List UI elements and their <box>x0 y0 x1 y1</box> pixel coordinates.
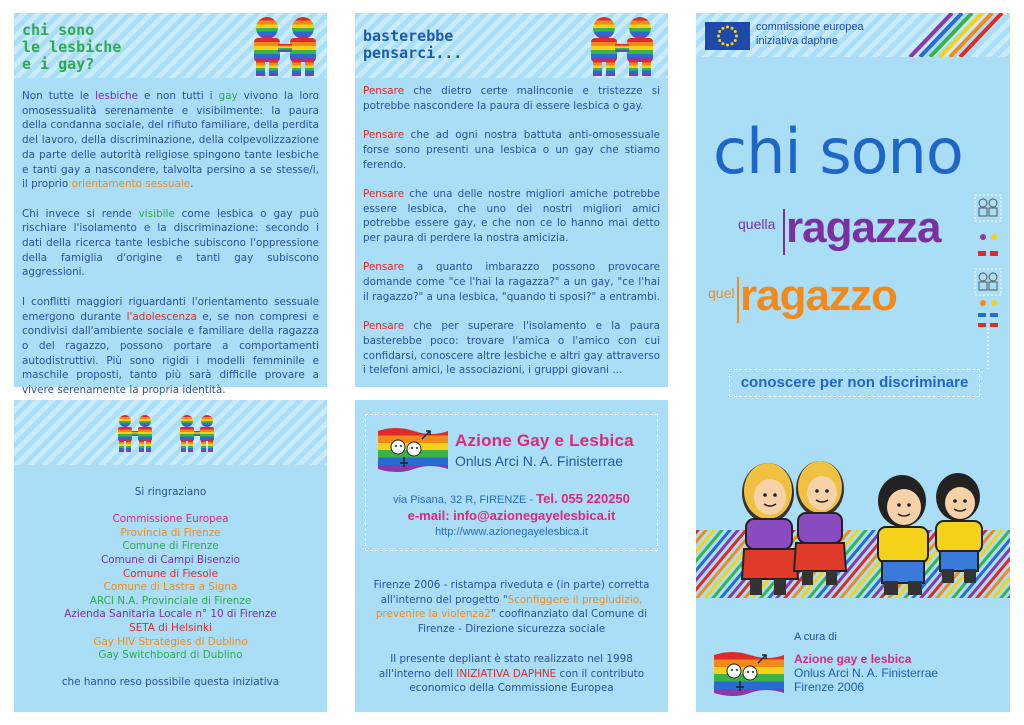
pensare-word: Pensare <box>363 187 405 200</box>
curated-by-org <box>794 652 938 694</box>
thanks-item: Comune di Campi Bisenzio <box>100 553 241 566</box>
eu-initiative-label <box>756 20 864 48</box>
keyword-orientamento: orientamento sessuale <box>71 178 191 191</box>
thanks-item: Comune di Lastra a Signa <box>103 581 238 594</box>
thanks-item: Gay HIV Strategies di Dublino <box>93 635 248 648</box>
panel2-heading: basterebbe pensarci... <box>363 27 463 62</box>
thanks-item: Azienda Sanitaria Locale n° 10 di Firenze <box>64 608 277 621</box>
thanks-footer: che hanno reso possibile questa iniziativa <box>61 676 280 689</box>
thanks-item: SETA di Helsinki <box>129 621 212 634</box>
word-ragazza: ragazza <box>786 203 941 252</box>
text: che dietro certe malinconie e tristezze si potrebbe nascondere la paura di essere lesbica o gay. <box>363 85 660 112</box>
text: a quanto imbarazzo possono provocare domande come "ce l'hai la ragazza?" a un gay, "ce l'hai il ragazzo?" a una lesbica, "quando ti sposi?" a entrambi. <box>363 261 660 303</box>
divider <box>783 209 785 255</box>
address: via Pisana, 32 R, FIRENZE - <box>393 494 537 506</box>
text: con il contributo economico della Commissione Europea <box>409 667 645 694</box>
eu-flag-icon <box>705 22 750 50</box>
text: e, se non compresi e condivisi dall'ambiente sociale e familiare della ragazza o del ragazzo, possono portare a comportamenti autodistruttivi. Più sono rigidi i modelli femminile e maschile proposti, tanto più sarà difficile provare a vivere serenamente la propria identità. <box>22 310 319 397</box>
tagline: conoscere per non discriminare <box>729 369 980 397</box>
pensare-item <box>363 187 660 246</box>
panel1-paragraph-2 <box>22 207 319 281</box>
rainbow-couple-icon <box>250 16 322 78</box>
thanks-item: Provincia di Firenze <box>120 526 221 539</box>
pensare-word: Pensare <box>363 85 405 97</box>
panel-think-about-it <box>355 13 668 387</box>
label-quel: quel <box>708 285 735 301</box>
keyword-adolescenza: l'adolescenza <box>126 310 197 323</box>
pensare-word: Pensare <box>363 129 405 142</box>
email-link[interactable]: e-mail: info@azionegayelesbica.it <box>407 508 616 523</box>
pensare-item <box>363 260 660 304</box>
contact-details <box>366 491 657 540</box>
pensare-list <box>363 84 660 378</box>
rainbow-stripes-decoration <box>902 13 1010 57</box>
project-name: Sconfiggere il pregiudizio, prevenire la violenza2 <box>375 593 643 620</box>
word-ragazzo: ragazzo <box>740 271 897 320</box>
text: e non tutti i <box>138 90 219 102</box>
reprint-note <box>371 578 652 636</box>
panel1-body <box>22 89 319 398</box>
thanks-list <box>14 513 327 663</box>
text: " coofinanziato dal Comune di Firenze - Direzione sicurezza sociale <box>417 608 648 635</box>
text: Il presente depliant è stato realizzato nel 1998 all'interno dell <box>378 653 633 680</box>
website-link[interactable]: http://www.azionegayelesbica.it <box>435 526 588 538</box>
panel-contacts <box>355 400 668 712</box>
contact-org-sub: Onlus Arci N. A. Finisterrae <box>455 453 624 469</box>
panel1-paragraph-3 <box>22 295 319 398</box>
cover-title: chi sono <box>713 115 963 188</box>
funding-note <box>371 652 652 696</box>
small-figures-decoration <box>972 193 1008 373</box>
thanks-section <box>14 486 327 690</box>
text: che ad ogni nostra battuta anti-omosessuale forse sono presenti una lesbica o un gay che stiamo ferendo. <box>363 129 660 171</box>
thanks-item: ARCI N.A. Provinciale di Firenze <box>89 594 252 607</box>
pensare-item <box>363 128 660 172</box>
text: Chi invece si rende <box>22 207 139 220</box>
text: I conflitti maggiori riguardanti l'orientamento sessuale emergono durante <box>22 295 319 323</box>
text: che per superare l'isolamento e la paura basterebbe poco: trovare l'amica o l'amico con cui confidarsi, conoscere altre lesbiche e altri gay attraverso i telefoni amici, le associazioni, i gruppi giovani ... <box>363 320 660 377</box>
address-line <box>366 491 657 508</box>
panel-thanks <box>14 400 327 712</box>
cartoon-couples-illustration <box>732 453 1002 603</box>
rainbow-flag-logo <box>376 425 450 473</box>
curated-by-label: A cura di <box>794 631 837 643</box>
thanks-item: Commissione Europea <box>112 513 229 526</box>
keyword-visibile: visibile <box>138 207 175 220</box>
pensare-item <box>363 319 660 378</box>
thanks-item: Comune di Fiesole <box>123 567 218 580</box>
org-name: Azione gay e lesbica <box>794 652 912 666</box>
text: che una delle nostre migliori amiche potrebbe essere lesbica, che uno dei nostri migliori amici potrebbe essere gay, e che non ce lo hanno mai detto per paura di perdere la nostra amicizia. <box>363 187 660 244</box>
panel-cover <box>696 13 1010 712</box>
text: . <box>190 178 194 191</box>
panel1-heading: chi sono le lesbiche e i gay? <box>22 21 122 73</box>
daphne-initiative: INIZIATIVA DAPHNE <box>456 667 557 680</box>
rainbow-couples-icon <box>116 414 226 454</box>
rainbow-flag-logo <box>712 649 786 697</box>
eu-line-1: commissione europea <box>756 21 864 33</box>
keyword-gay: gay <box>218 90 238 102</box>
panel-who-are-lesbians-gays <box>14 13 327 397</box>
contact-org-name: Azione Gay e Lesbica <box>455 431 634 450</box>
panel1-paragraph-1 <box>22 89 319 192</box>
thanks-item: Gay Switchboard di Dublino <box>98 649 243 662</box>
divider <box>737 277 739 323</box>
contact-box <box>365 414 658 551</box>
pensare-word: Pensare <box>363 261 405 274</box>
text: Non tutte le <box>22 90 96 102</box>
text: vivono la loro omosessualità serenamente e visibilmente: la paura della condanna sociale, del rifiuto familiare, della perdita del lavoro, della discriminazione, della colpevolizzazione da parte delle autorità religiose spingono tante lesbiche e tanti gay a nascondere, talvolta persino a se stesse/i, il proprio <box>22 90 319 191</box>
text: come lesbica o gay può rischiare l'isolamento e la discriminazione: secondo i dati della ricerca tante lesbiche subiscono l'oppressione della famiglia d'origine e tanti gay subiscono aggressioni. <box>22 207 319 279</box>
thanks-item: Comune di Firenze <box>122 540 219 553</box>
telephone: Tel. 055 220250 <box>536 491 630 506</box>
eu-line-2: iniziativa daphne <box>756 35 838 47</box>
pensare-item <box>363 84 660 113</box>
pensare-word: Pensare <box>363 320 405 333</box>
text: Firenze 2006 - ristampa riveduta e (in parte) corretta all'interno del progetto " <box>373 579 650 606</box>
thanks-intro: Si ringraziano <box>134 486 207 498</box>
org-year: Firenze 2006 <box>794 680 865 694</box>
org-sub: Onlus Arci N. A. Finisterrae <box>794 666 939 680</box>
keyword-lesbiche: lesbiche <box>95 90 139 102</box>
label-quella: quella <box>738 216 776 232</box>
rainbow-couple-icon <box>587 16 659 78</box>
